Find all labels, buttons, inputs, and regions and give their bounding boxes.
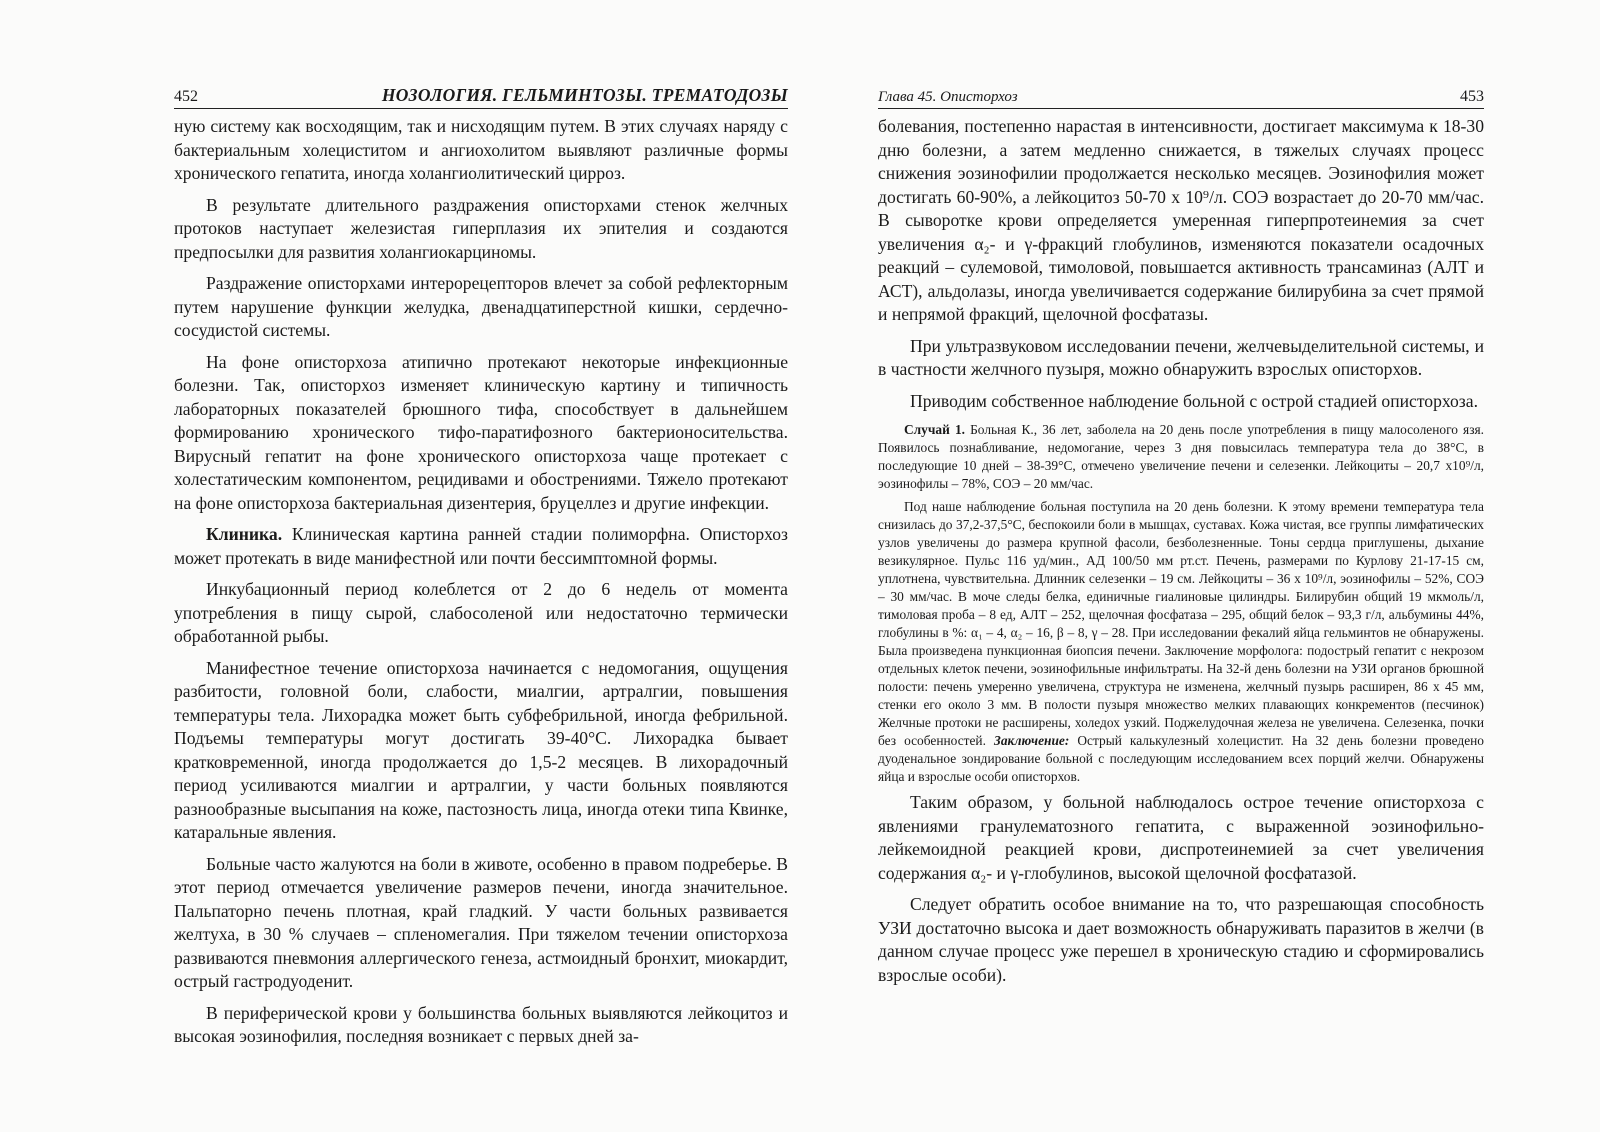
paragraph: Манифестное течение описторхоза начинается с недомогания, ощущения разбитости, головной боли, слабости, миалгии, артралгии, повышения температуры тела. Лихорадка может быть субфебрильной, иногда фебрильной. Подъемы температуры могут достигать 39-40°С. Лихорадка бывает кратковременной, иногда продолжается до 1,5-2 месяцев. В лихорадочный период усиливаются миалгии и артралгии, у части больных появляются разнообразные высыпания на коже, пастозность лица, иногда отеки типа Квинке, катаральные явления. <box>174 657 788 842</box>
paragraph: Раздражение описторхами интерорецепторов влечет за собой рефлекторным путем нарушение функции желудка, двенадцатиперстной кишки, сердечно-сосудистой системы. <box>174 273 788 340</box>
case-text: Под наше наблюдение больная поступила на 20 день болезни. К этому времени температура тела снизилась до 37,2-37,5°С, беспокоили боли в мышцах, суставах. Кожа чистая, все группы лимфатических узлов увеличены до размера крупной фасоли, безболезненные. Тоны сердца приглушены, дыхание везикулярное. Пульс 116 уд/мин., АД 100/50 мм рт.ст. Печень, размерами по Курлову 21-17-15 см, уплотнена, чувствительна. Длинник селезенки – 19 см. Лейкоциты – 36 х 10⁹/л, эозинофилы – 52%, СОЭ – 30 мм/час. В моче следы белка, единичные гиалиновые цилиндры. Билирубин общий 19 мкмоль/л, тимоловая проба – 8 ед, АЛТ – 252, щелочная фосфатаза – 295, общий белок – 93,3 г/л, альбумины 44%, глобулины в %: α₁ – 4, α₂ – 16, β – 8, γ – 28. При исследовании фекалий яйца гельминтов не обнаружены. Была произведена пункционная биопсия печени. Заключение морфолога: подострый гепатит с некрозом отдельных клеток печени, эозинофильные инфильтраты. На 32-й день болезни на УЗИ органов брюшной полости: печень умеренно увеличена, структура не изменена, желчный пузырь расширен, 86 х 45 мм, стенки его около 3 мм. В полости пузыря множество мелких плавающих конкрементов (песчинок) Желчные протоки не расширены, холедох узкий. Поджелудочная железа не увеличена. Селезенка, почки без особенностей. <box>878 499 1484 748</box>
paragraph: болевания, постепенно нарастая в интенсивности, достигает максимума к 18-30 дню болезни, а затем медленно снижается, в тяжелых случаях процесс снижения эозинофилии продолжается несколько месяцев. Эозинофилия может достигать 60-90%, а лейкоцитоз 50-70 х 10⁹/л. СОЭ возрастает до 20-70 мм/час. В сыворотке крови определяется умеренная гиперпротеинемия за счет увеличения α₂- и γ-фракций глобулинов, изменяются показатели осадочных реакций – сулемовой, тимоловой, повышается активность трансаминаз (АЛТ и АСТ), альдолазы, иногда увеличивается содержание билирубина за счет прямой и непрямой фракций, щелочной фосфатазы. <box>878 116 1484 324</box>
case-paragraph <box>878 498 1484 786</box>
case-paragraph <box>878 421 1484 493</box>
page-number: 452 <box>174 88 198 105</box>
left-page-body <box>174 115 788 1049</box>
paragraph: Таким образом, у больной наблюдалось острое течение описторхоза с явлениями гранулематозного гепатита, с выраженной эозинофильно-лейкемоидной реакцией крови, диспротеинемией за счет увеличения содержания α₂- и γ-глобулинов, высокой щелочной фосфатазой. <box>878 792 1484 883</box>
running-title: НОЗОЛОГИЯ. ГЕЛЬМИНТОЗЫ. ТРЕМАТОДОЗЫ <box>381 85 788 105</box>
page-number: 453 <box>1460 88 1484 105</box>
right-page-header <box>878 80 1484 109</box>
paragraph: На фоне описторхоза атипично протекают некоторые инфекционные болезни. Так, описторхоз изменяет клиническую картину и типичность лабораторных показателей брюшного тифа, способствует в дальнейшем формированию хронического тифо-паратифозного бактерионосительства. Вирусный гепатит на фоне хронического описторхоза чаще протекает с холестатическим компонентом, рецидивами и обострениями. Тяжело протекают на фоне описторхоза бактериальная дизентерия, бруцеллез и другие инфекции. <box>174 351 788 513</box>
conclusion-label: Заключение: <box>985 733 1070 748</box>
right-page-body <box>878 115 1484 987</box>
clinic-paragraph <box>174 523 788 570</box>
paragraph: Приводим собственное наблюдение больной с острой стадией описторхоза. <box>910 390 1478 411</box>
conclusion-text: Острый калькулезный холецистит. На 32 день болезни проведено дуоденальное зондирование больной с последующим исследованием всех порций желчи. Обнаружены яйца и взрослые особи описторхов. <box>878 733 1485 784</box>
left-page <box>174 80 788 1057</box>
paragraph: Следует обратить особое внимание на то, что разрешающая способность УЗИ достаточно высока и дает возможность обнаруживать паразитов в желчи (в данном случае процесс уже перешел в хроническую стадию и сформировались взрослые особи). <box>878 894 1484 985</box>
paragraph: В периферической крови у большинства больных выявляются лейкоцитоз и высокая эозинофилия, последняя возникает с первых дней за- <box>174 1002 788 1046</box>
left-page-header <box>174 80 788 109</box>
paragraph: ную систему как восходящим, так и нисходящим путем. В этих случаях наряду с бактериальным холециститом и ангиохолитом выявляют различные формы хронического гепатита, иногда холангиолитический цирроз. <box>174 116 788 183</box>
chapter-title: Глава 45. Описторхоз <box>878 89 1018 105</box>
right-page <box>878 80 1484 995</box>
paragraph: Инкубационный период колеблется от 2 до 6 недель от момента употребления в пищу сырой, слабосоленой или недостаточно термически обработанной рыбы. <box>174 579 788 646</box>
paragraph: При ультразвуковом исследовании печени, желчевыделительной системы, и в частности желчного пузыря, можно обнаружить взрослых описторхов. <box>878 335 1484 379</box>
case-heading: Случай 1. <box>904 422 965 437</box>
case-report <box>878 421 1484 786</box>
paragraph: Больные часто жалуются на боли в животе, особенно в правом подреберье. В этот период отмечается увеличение размеров печени, иногда значительное. Пальпаторно печень плотная, край гладкий. У части больных развивается желтуха, в 30 % случаев – спленомегалия. При тяжелом течении описторхоза развиваются пневмония аллергического генеза, астмоидный бронхит, миокардит, острый гастродуоденит. <box>174 853 788 991</box>
section-heading: Клиника. <box>206 524 283 544</box>
paragraph-text: Клиническая картина ранней стадии полиморфна. Описторхоз может протекать в виде манифестной или почти бессимптомной формы. <box>174 524 788 568</box>
case-text: Больная К., 36 лет, заболела на 20 день после употребления в пищу малосоленого язя. Появилось познабливание, недомогание, через 3 дня повысилась температура тела до 38°С, в последующие 10 дней – 38-39°С, отмечено увеличение печени и селезенки. Лейкоциты – 20,7 х10⁹/л, эозинофилы – 78%, СОЭ – 20 мм/час. <box>878 422 1484 491</box>
paragraph: В результате длительного раздражения описторхами стенок желчных протоков наступает железистая гиперплазия их эпителия и создаются предпосылки для развития холангиокарциномы. <box>174 194 788 262</box>
